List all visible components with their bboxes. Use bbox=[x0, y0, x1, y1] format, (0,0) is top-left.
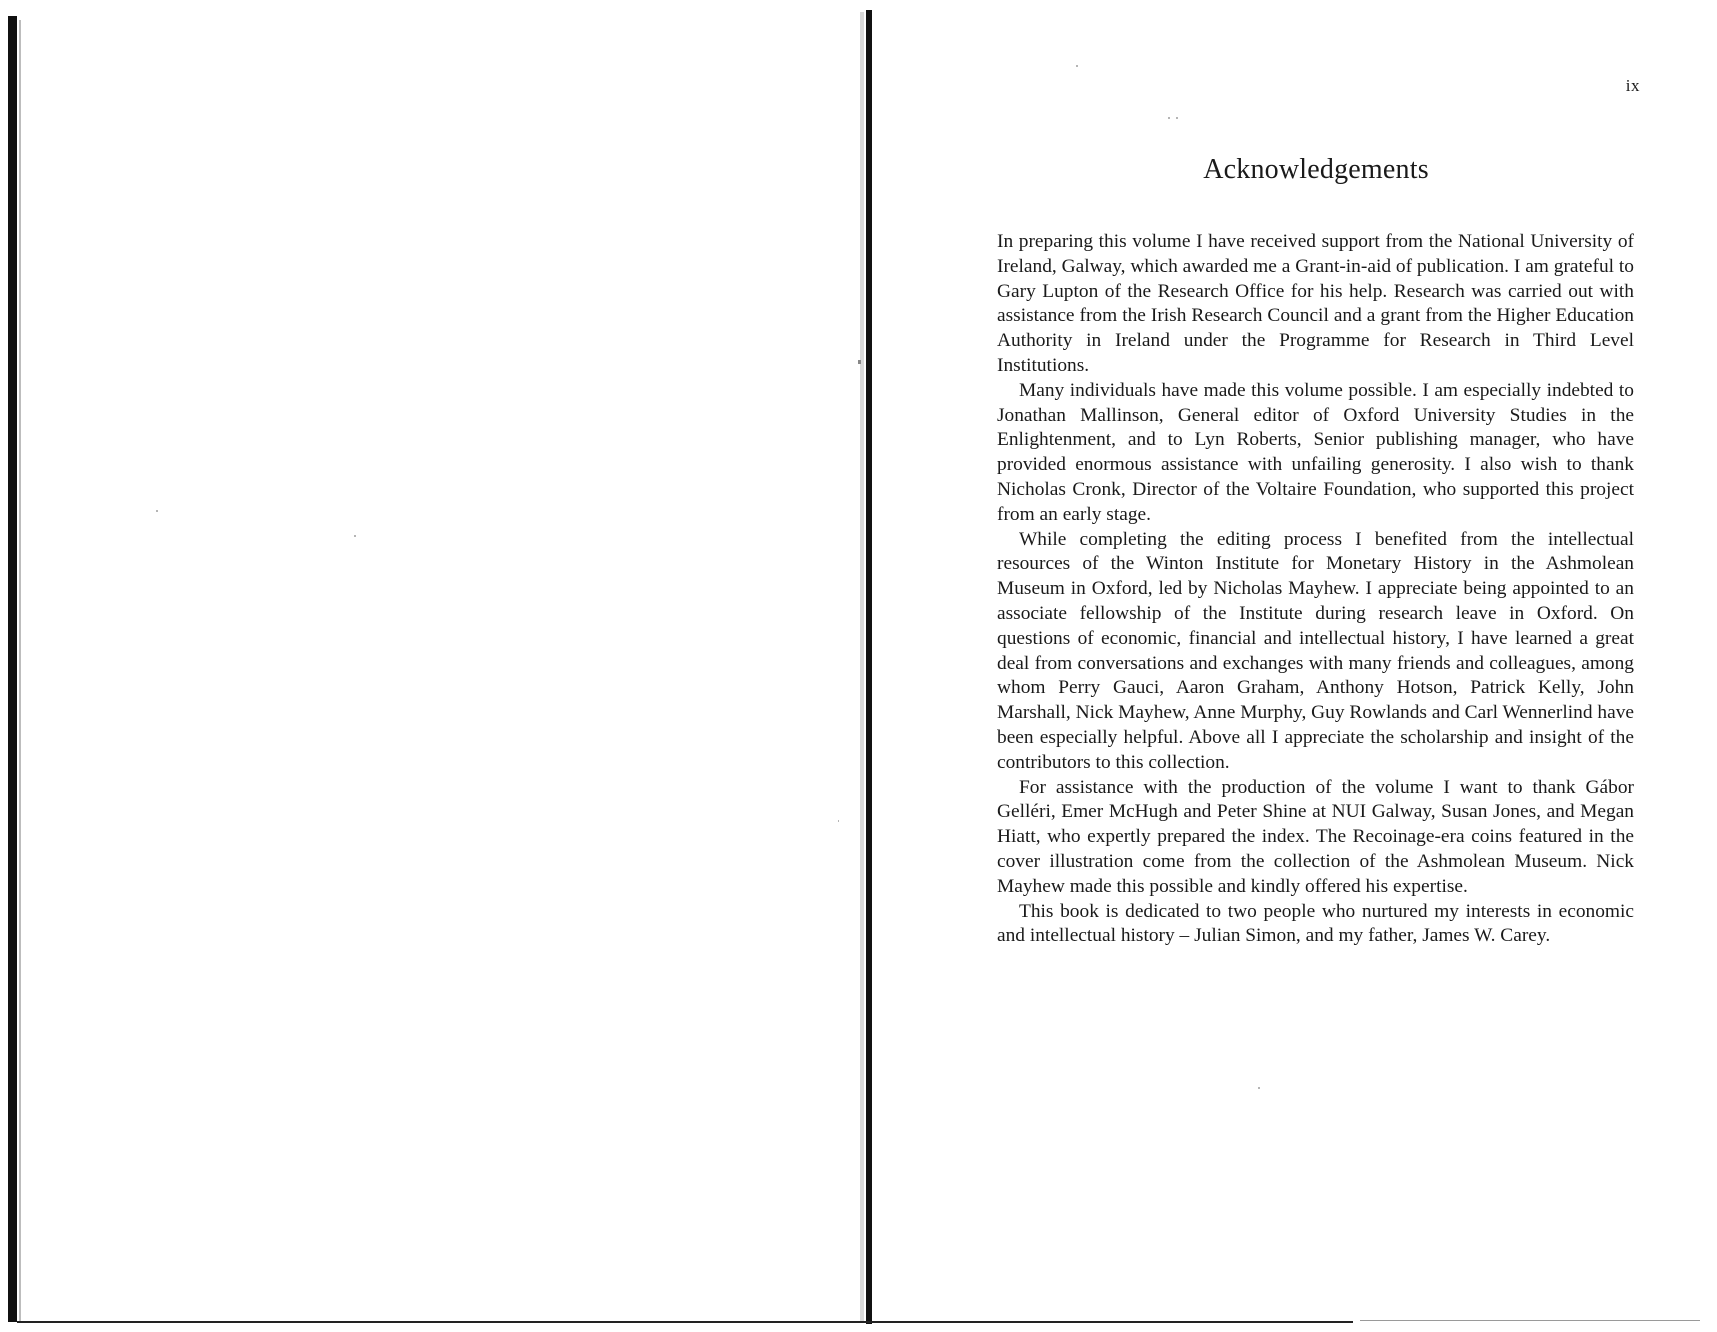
page-title: Acknowledgements bbox=[1203, 154, 1429, 185]
page-number: ix bbox=[1625, 76, 1640, 95]
bottom-page-edge-right bbox=[1360, 1320, 1700, 1321]
scan-speck bbox=[1076, 65, 1078, 67]
scan-speck bbox=[156, 510, 158, 512]
scan-speck bbox=[354, 535, 356, 537]
paragraph-5: This book is dedicated to two people who nurtured my interests in economic and intellectual history – Julian Simon, and my father, James W. Carey. bbox=[997, 900, 1634, 947]
left-page-edge-shadow bbox=[8, 16, 17, 1322]
gutter-shadow bbox=[860, 12, 864, 1322]
scan-speck bbox=[858, 360, 861, 364]
scan-speck bbox=[1258, 1087, 1260, 1089]
paragraph-3: While completing the editing process I benefited from the intellectual resources of the Winton Institute for Monetary History in the Ashmolean Museum in Oxford, led by Nicholas Mayhew. I appreciate being appointed to an associate fellowship of the Institute during research leave in Oxford. On questions of economic, financial and intellectual history, I have learned a great deal from conversations and exchanges with many friends and colleagues, among whom Perry Gauci, Aaron Graham, Anthony Hotson, Patrick Kelly, John Marshall, Nick Mayhew, Anne Murphy, Guy Rowlands and Carl Wennerlind have been especially helpful. Above all I appreciate the scholarship and insight of the contributors to this collection. bbox=[997, 528, 1634, 773]
paragraph-4: For assistance with the production of the volume I want to thank Gábor Gelléri, Emer McHugh and Peter Shine at NUI Galway, Susan Jones, and Megan Hiatt, who expertly prepared the index. The Recoinage-era coins featured in the cover illustration come from the collection of the Ashmolean Museum. Nick Mayhew made this possible and kindly offered his expertise. bbox=[997, 776, 1634, 897]
scan-speck bbox=[838, 820, 839, 822]
scan-speck bbox=[1168, 117, 1170, 119]
scan-speck bbox=[1176, 117, 1178, 119]
bottom-page-edge bbox=[17, 1321, 1353, 1323]
body-text bbox=[997, 230, 1634, 949]
paragraph-1: In preparing this volume I have received support from the National University of Ireland, Galway, which awarded me a Grant-in-aid of publication. I am grateful to Gary Lupton of the Research Office for his help. Research was carried out with assistance from the Irish Research Council and a grant from the Higher Education Authority in Ireland under the Programme for Research in Third Level Institutions. bbox=[997, 231, 1634, 376]
book-gutter bbox=[866, 10, 872, 1324]
paragraph-2: Many individuals have made this volume possible. I am especially indebted to Jonathan Mallinson, General editor of Oxford University Studies in the Enlightenment, and to Lyn Roberts, Senior publishing manager, who have provided enormous assistance with unfailing generosity. I also wish to thank Nicholas Cronk, Director of the Voltaire Foundation, who supported this project from an early stage. bbox=[997, 379, 1634, 525]
left-page-edge-line bbox=[19, 20, 21, 1322]
